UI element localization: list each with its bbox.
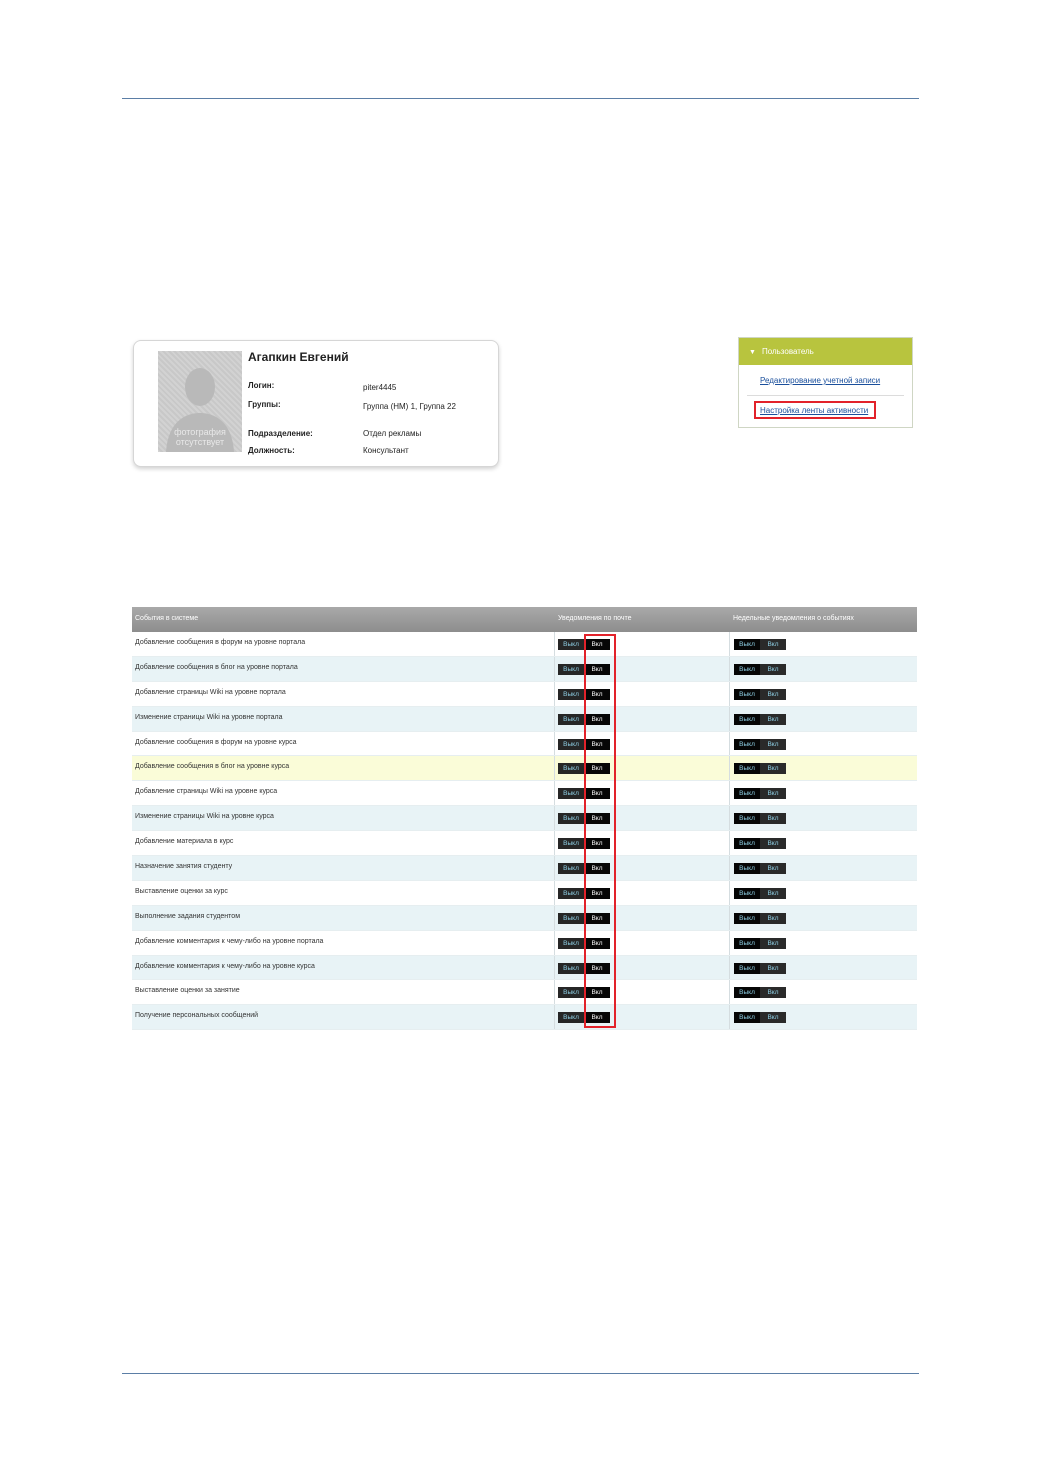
toggle-off-button[interactable]: Выкл (734, 1012, 760, 1023)
weekly-toggle[interactable] (734, 714, 786, 725)
toggle-on-button[interactable]: Вкл (584, 763, 610, 774)
toggle-off-button[interactable]: Выкл (558, 838, 584, 849)
toggle-off-button[interactable]: Выкл (734, 913, 760, 924)
header-weekly: Недельные уведомления о событиях (733, 615, 854, 622)
position-label: Должность: (248, 446, 295, 455)
toggle-off-button[interactable]: Выкл (558, 689, 584, 700)
column-divider (729, 856, 730, 880)
column-divider (554, 931, 555, 955)
toggle-on-button[interactable]: Вкл (584, 938, 610, 949)
highlight-box (754, 401, 876, 419)
divider (747, 395, 904, 396)
column-divider (729, 881, 730, 905)
weekly-toggle[interactable] (734, 813, 786, 824)
column-divider (554, 956, 555, 980)
toggle-off-button[interactable]: Выкл (734, 963, 760, 974)
table-row (132, 707, 917, 732)
column-divider (729, 806, 730, 830)
column-divider (729, 831, 730, 855)
event-label: Выставление оценки за занятие (135, 987, 240, 995)
column-divider (729, 980, 730, 1004)
weekly-toggle[interactable] (734, 863, 786, 874)
column-divider (554, 632, 555, 656)
event-label: Назначение занятия студенту (135, 863, 233, 871)
event-label: Выставление оценки за курс (135, 887, 228, 895)
table-row (132, 1005, 917, 1030)
department-value: Отдел рекламы (363, 429, 422, 438)
weekly-toggle[interactable] (734, 888, 786, 899)
weekly-toggle[interactable] (734, 763, 786, 774)
column-divider (729, 732, 730, 756)
toggle-on-button[interactable]: Вкл (584, 987, 610, 998)
toggle-on-button[interactable]: Вкл (760, 763, 786, 774)
toggle-off-button[interactable]: Выкл (734, 788, 760, 799)
table-body (132, 632, 917, 1030)
no-photo-text: фотография отсутствует (174, 427, 226, 447)
chevron-down-icon: ▼ (749, 349, 756, 356)
toggle-on-button[interactable]: Вкл (760, 788, 786, 799)
toggle-off-button[interactable]: Выкл (558, 788, 584, 799)
toggle-on-button[interactable]: Вкл (760, 813, 786, 824)
groups-value: Группа (НМ) 1, Группа 22 (363, 402, 456, 411)
event-label: Выполнение задания студентом (135, 912, 241, 920)
table-row (132, 806, 917, 831)
table-row (132, 931, 917, 956)
toggle-off-button[interactable]: Выкл (558, 739, 584, 750)
column-divider (554, 856, 555, 880)
toggle-on-button[interactable]: Вкл (584, 838, 610, 849)
toggle-on-button[interactable]: Вкл (584, 788, 610, 799)
table-row (132, 881, 917, 906)
toggle-on-button[interactable]: Вкл (584, 714, 610, 725)
avatar (158, 351, 242, 452)
weekly-toggle[interactable] (734, 689, 786, 700)
table-row (132, 682, 917, 707)
highlight-column-box (584, 634, 616, 1028)
table-row (132, 980, 917, 1005)
column-divider (554, 707, 555, 731)
toggle-off-button[interactable]: Выкл (734, 664, 760, 675)
toggle-off-button[interactable]: Выкл (558, 863, 584, 874)
weekly-toggle[interactable] (734, 639, 786, 650)
weekly-toggle[interactable] (734, 987, 786, 998)
toggle-on-button[interactable]: Вкл (760, 963, 786, 974)
toggle-on-button[interactable]: Вкл (760, 689, 786, 700)
toggle-off-button[interactable]: Выкл (734, 813, 760, 824)
toggle-on-button[interactable]: Вкл (760, 888, 786, 899)
toggle-off-button[interactable]: Выкл (734, 714, 760, 725)
activity-feed-settings-link[interactable]: Настройка ленты активности (760, 406, 869, 415)
column-divider (554, 682, 555, 706)
column-divider (554, 781, 555, 805)
event-label: Добавление комментария к чему-либо на уровне курса (135, 962, 315, 970)
table-row (132, 756, 917, 781)
column-divider (554, 906, 555, 930)
toggle-off-button[interactable]: Выкл (734, 739, 760, 750)
toggle-on-button[interactable]: Вкл (584, 813, 610, 824)
toggle-on-button[interactable]: Вкл (760, 639, 786, 650)
toggle-off-button[interactable]: Выкл (558, 763, 584, 774)
toggle-off-button[interactable]: Выкл (734, 863, 760, 874)
toggle-off-button[interactable]: Выкл (558, 639, 584, 650)
column-divider (554, 657, 555, 681)
event-label: Добавление комментария к чему-либо на уровне портала (135, 937, 324, 945)
toggle-on-button[interactable]: Вкл (584, 863, 610, 874)
toggle-off-button[interactable]: Выкл (734, 639, 760, 650)
toggle-off-button[interactable]: Выкл (558, 888, 584, 899)
toggle-off-button[interactable]: Выкл (734, 888, 760, 899)
column-divider (729, 906, 730, 930)
edit-account-link[interactable]: Редактирование учетной записи (760, 376, 881, 385)
toggle-on-button[interactable]: Вкл (760, 938, 786, 949)
user-menu-header[interactable] (739, 338, 912, 365)
events-table (132, 607, 917, 1030)
weekly-toggle[interactable] (734, 963, 786, 974)
event-label: Добавление сообщения в форум на уровне портала (135, 639, 306, 646)
weekly-toggle[interactable] (734, 913, 786, 924)
column-divider (554, 756, 555, 780)
table-header (132, 607, 917, 632)
event-label: Добавление материала в курс (135, 838, 234, 846)
toggle-off-button[interactable]: Выкл (734, 938, 760, 949)
weekly-toggle[interactable] (734, 788, 786, 799)
column-divider (554, 732, 555, 756)
toggle-off-button[interactable]: Выкл (558, 664, 584, 675)
table-row (132, 956, 917, 981)
user-menu-box (738, 337, 913, 428)
weekly-toggle[interactable] (734, 664, 786, 675)
table-row (132, 906, 917, 931)
toggle-on-button[interactable]: Вкл (584, 664, 610, 675)
login-label: Логин: (248, 381, 275, 390)
login-value: piter4445 (363, 383, 397, 392)
header-email: Уведомления по почте (558, 615, 632, 622)
toggle-off-button[interactable]: Выкл (734, 987, 760, 998)
groups-label: Группы: (248, 400, 281, 409)
column-divider (729, 632, 730, 656)
toggle-off-button[interactable]: Выкл (558, 987, 584, 998)
user-menu-title: Пользователь (761, 347, 814, 356)
event-label: Добавление страницы Wiki на уровне портала (135, 688, 286, 696)
column-divider (729, 657, 730, 681)
toggle-on-button[interactable]: Вкл (584, 963, 610, 974)
toggle-on-button[interactable]: Вкл (584, 739, 610, 750)
table-row (132, 657, 917, 682)
toggle-off-button[interactable]: Выкл (558, 714, 584, 725)
column-divider (729, 1005, 730, 1029)
toggle-off-button[interactable]: Выкл (558, 963, 584, 974)
column-divider (554, 881, 555, 905)
toggle-on-button[interactable]: Вкл (584, 1012, 610, 1023)
toggle-off-button[interactable]: Выкл (558, 813, 584, 824)
column-divider (729, 756, 730, 780)
bottom-rule (122, 1373, 919, 1374)
weekly-toggle[interactable] (734, 838, 786, 849)
profile-card (133, 340, 499, 467)
event-label: Добавление сообщения в форум на уровне курса (135, 738, 297, 746)
column-divider (729, 682, 730, 706)
event-label: Добавление страницы Wiki на уровне курса (135, 788, 278, 796)
toggle-off-button[interactable]: Выкл (558, 913, 584, 924)
toggle-on-button[interactable]: Вкл (584, 913, 610, 924)
toggle-on-button[interactable]: Вкл (584, 689, 610, 700)
column-divider (554, 980, 555, 1004)
table-row (132, 632, 917, 657)
column-divider (554, 806, 555, 830)
table-row (132, 781, 917, 806)
top-rule (122, 98, 919, 99)
toggle-on-button[interactable]: Вкл (584, 888, 610, 899)
toggle-off-button[interactable]: Выкл (734, 838, 760, 849)
user-name: Агапкин Евгений (248, 350, 349, 364)
event-label: Добавление сообщения в блог на уровне курса (135, 763, 290, 771)
toggle-on-button[interactable]: Вкл (760, 1012, 786, 1023)
toggle-on-button[interactable]: Вкл (584, 639, 610, 650)
toggle-on-button[interactable]: Вкл (760, 664, 786, 675)
column-divider (729, 781, 730, 805)
header-events: События в системе (135, 615, 199, 622)
toggle-on-button[interactable]: Вкл (760, 714, 786, 725)
column-divider (554, 831, 555, 855)
column-divider (554, 1005, 555, 1029)
column-divider (729, 931, 730, 955)
department-label: Подразделение: (248, 429, 313, 438)
weekly-toggle[interactable] (734, 739, 786, 750)
toggle-off-button[interactable]: Выкл (734, 763, 760, 774)
event-label: Получение персональных сообщений (135, 1012, 259, 1020)
event-label: Изменение страницы Wiki на уровне портала (135, 713, 283, 721)
column-divider (729, 707, 730, 731)
toggle-off-button[interactable]: Выкл (558, 1012, 584, 1023)
weekly-toggle[interactable] (734, 1012, 786, 1023)
table-row (132, 831, 917, 856)
event-label: Добавление сообщения в блог на уровне портала (135, 663, 298, 671)
toggle-on-button[interactable]: Вкл (760, 913, 786, 924)
table-row (132, 732, 917, 757)
column-divider (729, 956, 730, 980)
toggle-on-button[interactable]: Вкл (760, 739, 786, 750)
weekly-toggle[interactable] (734, 938, 786, 949)
position-value: Консультант (363, 446, 409, 455)
toggle-off-button[interactable]: Выкл (734, 689, 760, 700)
toggle-off-button[interactable]: Выкл (558, 938, 584, 949)
event-label: Изменение страницы Wiki на уровне курса (135, 813, 274, 821)
toggle-on-button[interactable]: Вкл (760, 987, 786, 998)
toggle-on-button[interactable]: Вкл (760, 838, 786, 849)
toggle-on-button[interactable]: Вкл (760, 863, 786, 874)
table-row (132, 856, 917, 881)
